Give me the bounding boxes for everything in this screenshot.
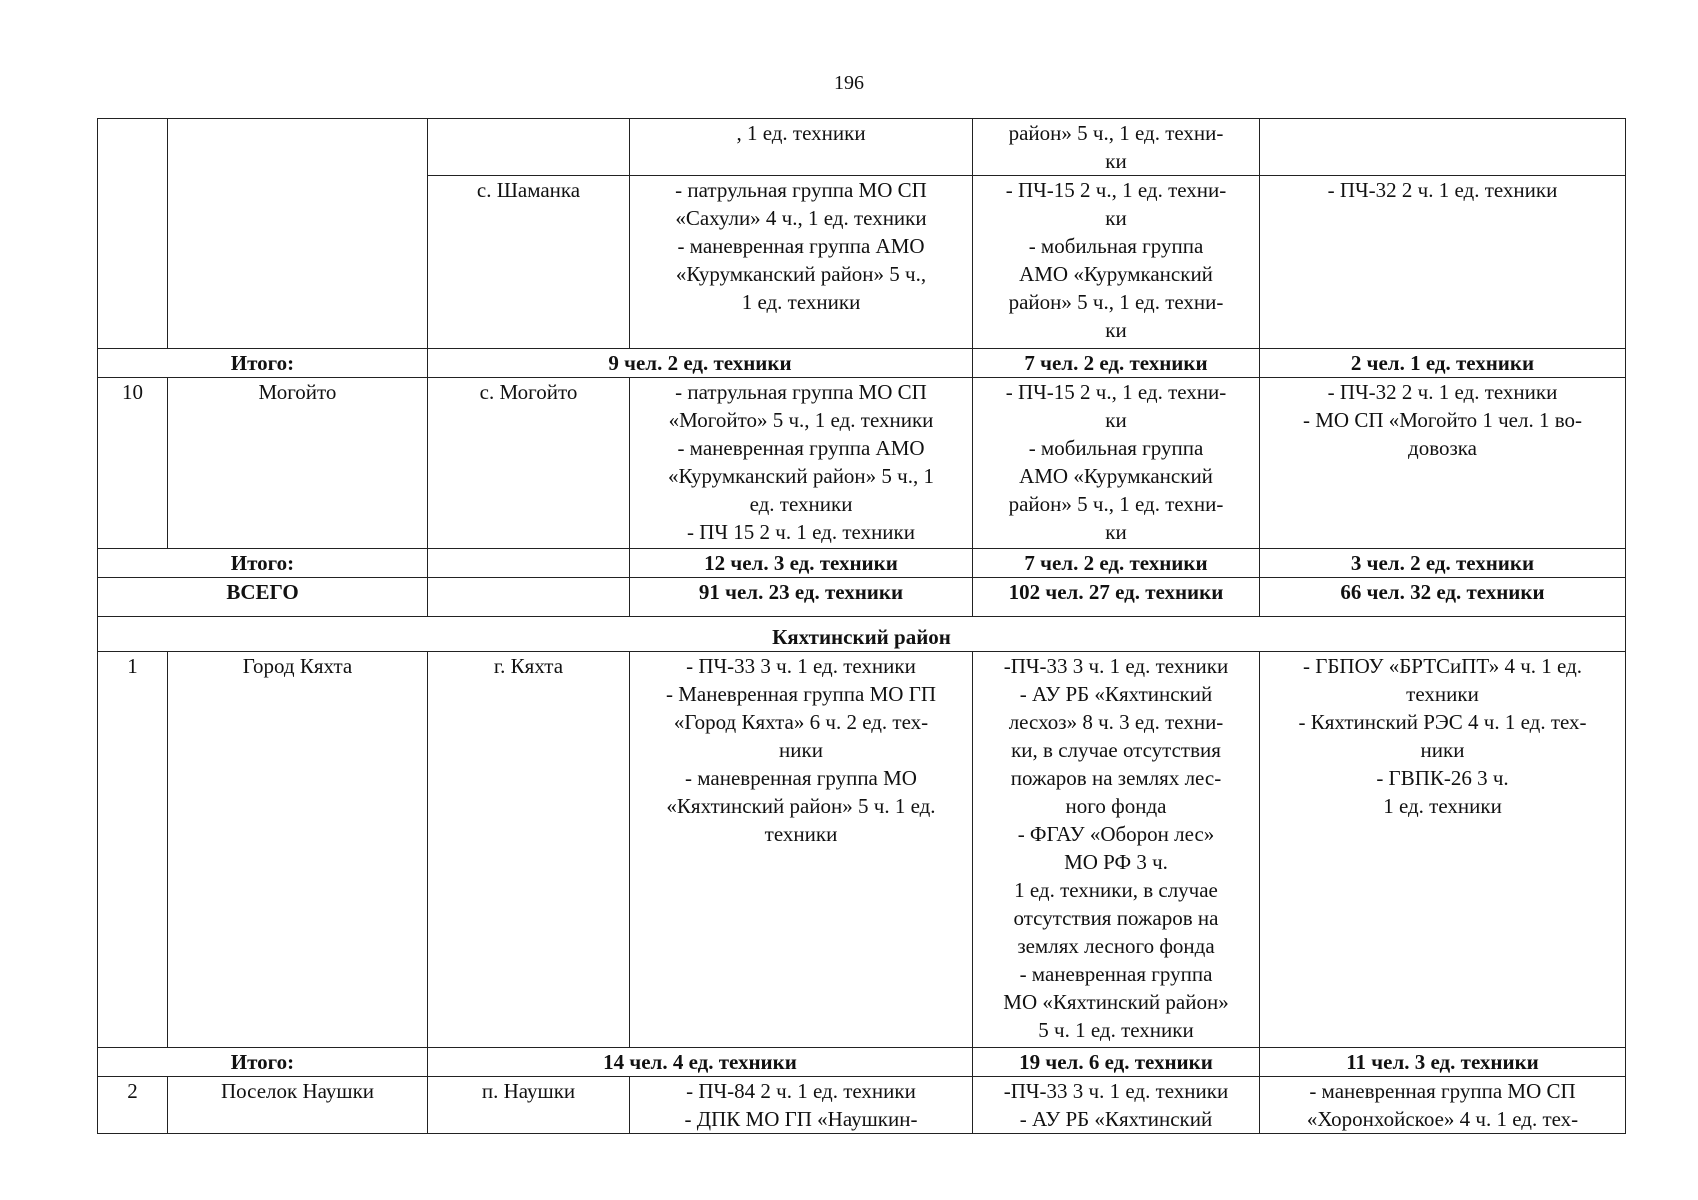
cell-reserve: - маневренная группа МО СП «Хоронхойское» 4 ч. 1 ед. тех- xyxy=(1260,1077,1626,1134)
cell-reserve xyxy=(1260,119,1626,176)
cell-municipality: Поселок Наушки xyxy=(168,1077,428,1134)
total-reserve: 66 чел. 32 ед. техники xyxy=(1260,578,1626,617)
subtotal-second-echelon: 7 чел. 2 ед. техники xyxy=(973,549,1260,578)
cell-number xyxy=(98,119,168,349)
subtotal-reserve: 2 чел. 1 ед. техники xyxy=(1260,349,1626,378)
subtotal-first-echelon: 12 чел. 3 ед. техники xyxy=(630,549,973,578)
subtotal-row xyxy=(98,1048,1626,1077)
subtotal-second-echelon: 19 чел. 6 ед. техники xyxy=(973,1048,1260,1077)
subtotal-row xyxy=(98,349,1626,378)
total-row xyxy=(98,578,1626,617)
cell-settlement: с. Шаманка xyxy=(428,176,630,349)
page-number: 196 xyxy=(834,72,864,94)
section-title: Кяхтинский район xyxy=(98,617,1626,652)
subtotal-reserve: 11 чел. 3 ед. техники xyxy=(1260,1048,1626,1077)
cell-settlement: п. Наушки xyxy=(428,1077,630,1134)
subtotal-second-echelon: 7 чел. 2 ед. техники xyxy=(973,349,1260,378)
cell-municipality: Могойто xyxy=(168,378,428,549)
cell-settlement xyxy=(428,119,630,176)
total-empty xyxy=(428,578,630,617)
cell-first-echelon: - патрульная группа МО СП «Сахули» 4 ч., 1 ед. техники - маневренная группа АМО «Курумканский район» 5 ч., 1 ед. техники xyxy=(630,176,973,349)
cell-municipality xyxy=(168,119,428,349)
cell-reserve: - ПЧ-32 2 ч. 1 ед. техники - МО СП «Могойто 1 чел. 1 во- довозка xyxy=(1260,378,1626,549)
cell-second-echelon: - ПЧ-15 2 ч., 1 ед. техни- ки - мобильная группа АМО «Курумканский район» 5 ч., 1 ед. техни- ки xyxy=(973,176,1260,349)
cell-first-echelon: - ПЧ-84 2 ч. 1 ед. техники - ДПК МО ГП «Наушкин- xyxy=(630,1077,973,1134)
cell-second-echelon: - ПЧ-15 2 ч., 1 ед. техни- ки - мобильная группа АМО «Курумканский район» 5 ч., 1 ед. техни- ки xyxy=(973,378,1260,549)
cell-number: 10 xyxy=(98,378,168,549)
cell-settlement: с. Могойто xyxy=(428,378,630,549)
subtotal-first-echelon: 9 чел. 2 ед. техники xyxy=(428,349,973,378)
subtotal-first-echelon: 14 чел. 4 ед. техники xyxy=(428,1048,973,1077)
cell-second-echelon: район» 5 ч., 1 ед. техни- ки xyxy=(973,119,1260,176)
total-label: ВСЕГО xyxy=(98,578,428,617)
subtotal-row xyxy=(98,549,1626,578)
cell-municipality: Город Кяхта xyxy=(168,652,428,1048)
subtotal-label: Итого: xyxy=(98,1048,428,1077)
cell-reserve: - ПЧ-32 2 ч. 1 ед. техники xyxy=(1260,176,1626,349)
subtotal-empty xyxy=(428,549,630,578)
subtotal-label: Итого: xyxy=(98,349,428,378)
table-row xyxy=(98,652,1626,1048)
cell-first-echelon: - ПЧ-33 3 ч. 1 ед. техники - Маневренная группа МО ГП «Город Кяхта» 6 ч. 2 ед. тех- ники - маневренная группа МО «Кяхтинский район» 5 ч. 1 ед. техники xyxy=(630,652,973,1048)
cell-second-echelon: -ПЧ-33 3 ч. 1 ед. техники - АУ РБ «Кяхтинский лесхоз» 8 ч. 3 ед. техни- ки, в случае отсутствия пожаров на землях лес- ного фонда - ФГАУ «Оборон лес» МО РФ 3 ч. 1 ед. техники, в случае отсутствия пожаров на землях лесного фонда - маневренная группа МО «Кяхтинский район» 5 ч. 1 ед. техники xyxy=(973,652,1260,1048)
total-second-echelon: 102 чел. 27 ед. техники xyxy=(973,578,1260,617)
table-row xyxy=(98,119,1626,176)
section-row xyxy=(98,617,1626,652)
cell-reserve: - ГБПОУ «БРТСиПТ» 4 ч. 1 ед. техники - Кяхтинский РЭС 4 ч. 1 ед. тех- ники - ГВПК-26 3 ч. 1 ед. техники xyxy=(1260,652,1626,1048)
cell-number: 1 xyxy=(98,652,168,1048)
cell-first-echelon: , 1 ед. техники xyxy=(630,119,973,176)
cell-first-echelon: - патрульная группа МО СП «Могойто» 5 ч., 1 ед. техники - маневренная группа АМО «Курумканский район» 5 ч., 1 ед. техники - ПЧ 15 2 ч. 1 ед. техники xyxy=(630,378,973,549)
resources-table xyxy=(97,118,1626,1134)
table-row xyxy=(98,1077,1626,1134)
cell-second-echelon: -ПЧ-33 3 ч. 1 ед. техники - АУ РБ «Кяхтинский xyxy=(973,1077,1260,1134)
cell-number: 2 xyxy=(98,1077,168,1134)
table-row xyxy=(98,378,1626,549)
subtotal-reserve: 3 чел. 2 ед. техники xyxy=(1260,549,1626,578)
cell-settlement: г. Кяхта xyxy=(428,652,630,1048)
subtotal-label: Итого: xyxy=(98,549,428,578)
total-first-echelon: 91 чел. 23 ед. техники xyxy=(630,578,973,617)
